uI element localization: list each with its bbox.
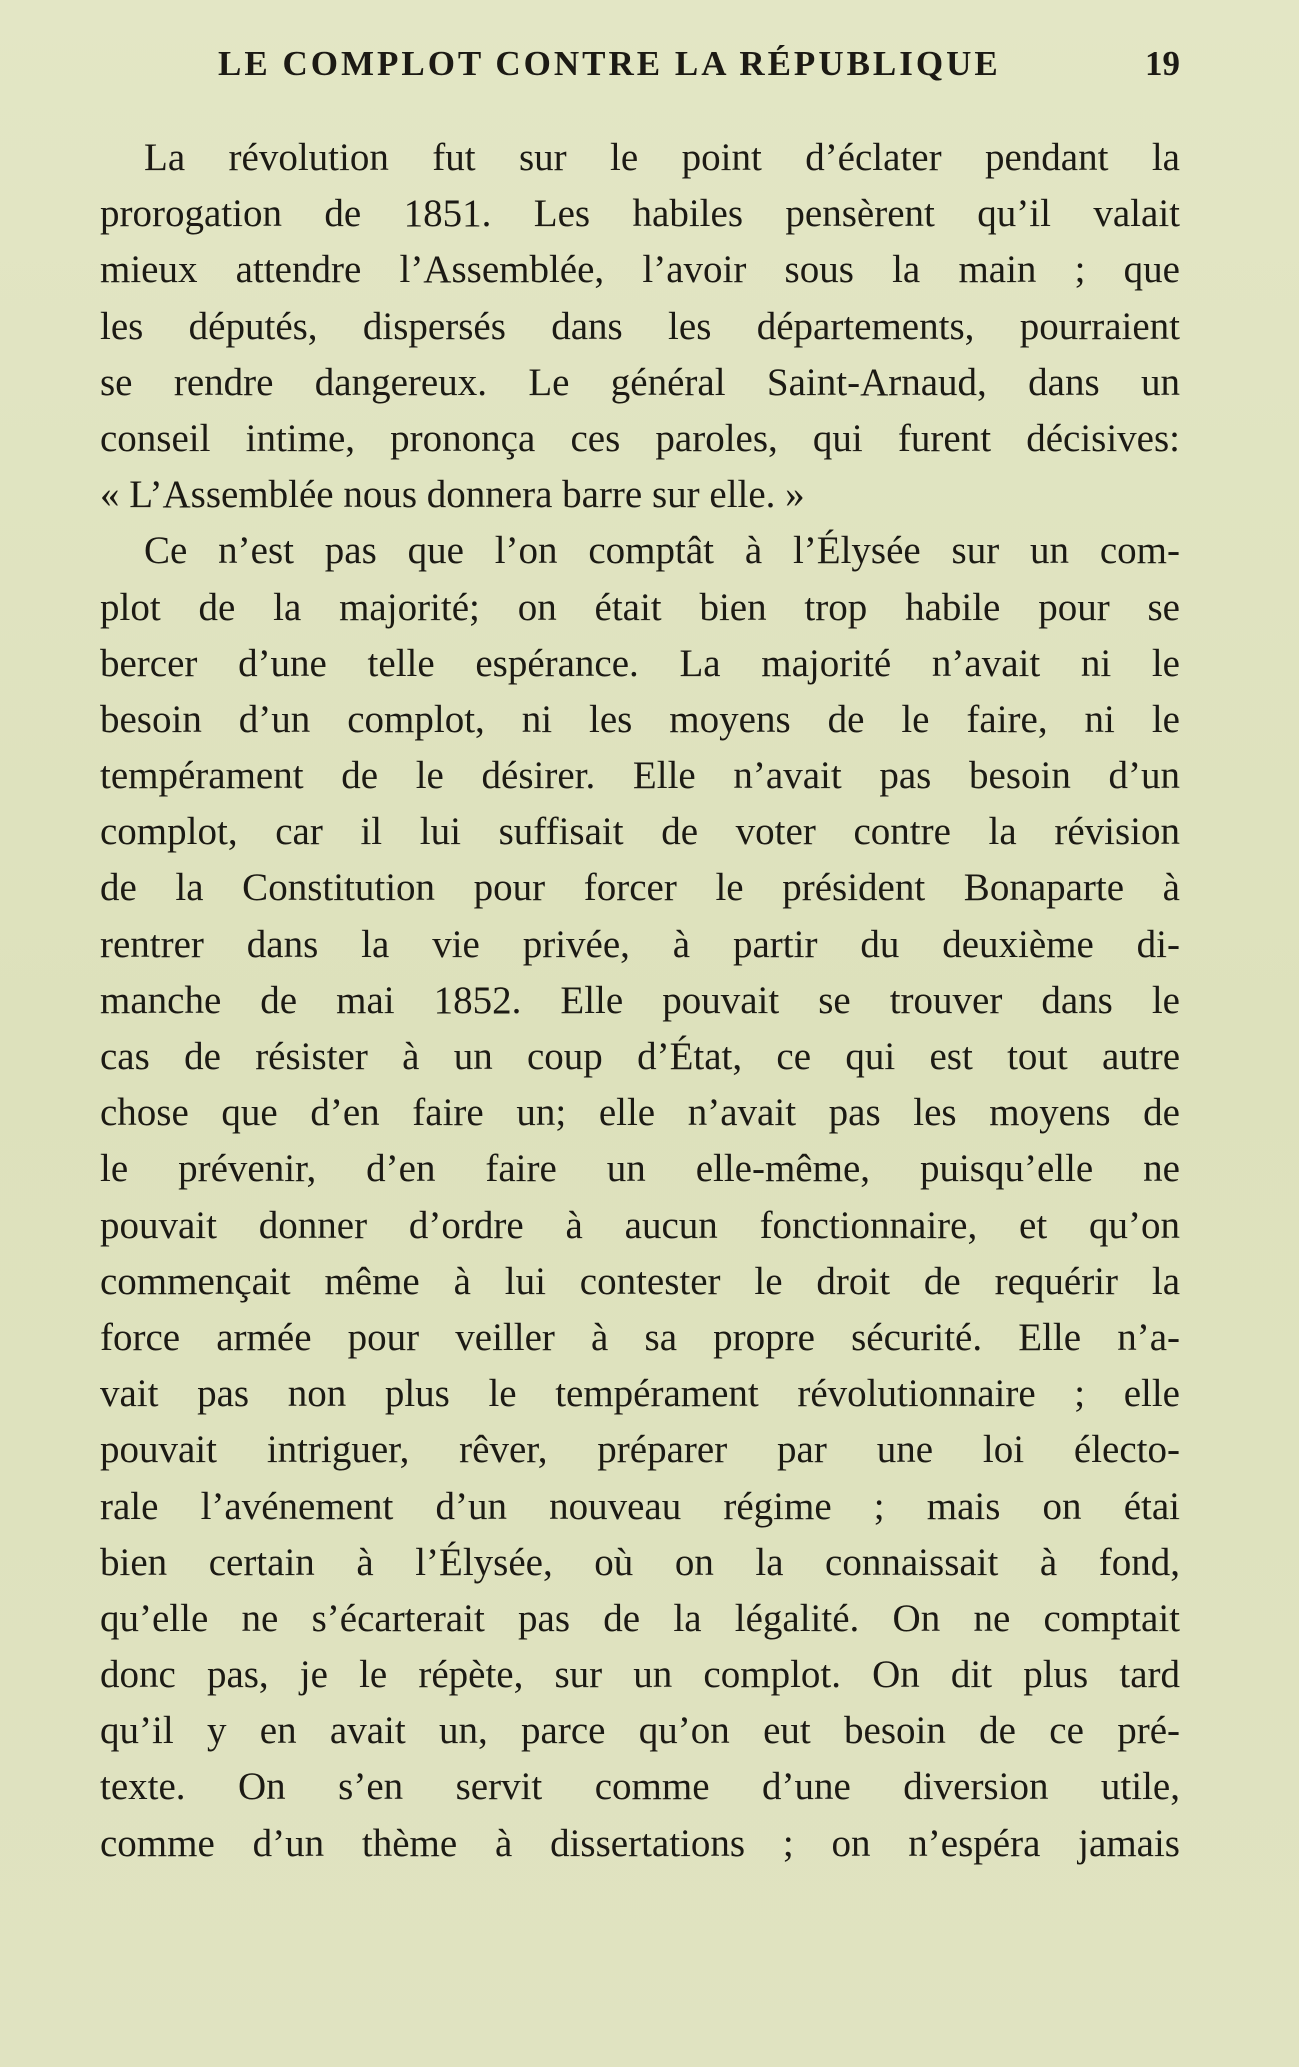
text-line: Ce n’est pas que l’on comptât à l’Élysée sur un com- [144, 529, 1180, 573]
text-line: rale l’avénement d’un nouveau régime ; mais on étai [100, 1484, 1180, 1528]
text-line: rentrer dans la vie privée, à partir du deuxième di- [100, 922, 1180, 966]
text-line: besoin d’un complot, ni les moyens de le faire, ni le [100, 697, 1180, 741]
text-line: pouvait donner d’ordre à aucun fonctionnaire, et qu’on [100, 1203, 1180, 1247]
text-line: bercer d’une telle espérance. La majorité n’avait ni le [100, 641, 1180, 685]
text-line: cas de résister à un coup d’État, ce qui est tout autre [100, 1035, 1180, 1078]
text-line: manche de mai 1852. Elle pouvait se trouver dans le [100, 978, 1180, 1022]
text-line: donc pas, je le répète, sur un complot. On dit plus tard [100, 1653, 1180, 1697]
running-title: LE COMPLOT CONTRE LA RÉPUBLIQUE [218, 44, 1001, 83]
text-line: le prévenir, d’en faire un elle-même, puisqu’elle ne [100, 1147, 1180, 1191]
text-line: La révolution fut sur le point d’éclater pendant la [144, 136, 1180, 179]
text-line: « L’Assemblée nous donnera barre sur elle. » [100, 473, 805, 517]
text-line: pouvait intriguer, rêver, préparer par une loi électo- [100, 1428, 1180, 1472]
text-line: de la Constitution pour forcer le président Bonaparte à [100, 866, 1180, 910]
text-line: vait pas non plus le tempérament révolutionnaire ; elle [100, 1372, 1180, 1416]
text-line: prorogation de 1851. Les habiles pensèrent qu’il valait [100, 192, 1180, 236]
text-line: plot de la majorité; on était bien trop habile pour se [100, 585, 1180, 629]
body-text [100, 130, 1180, 1872]
page-number: 19 [1145, 44, 1180, 83]
text-line: les députés, dispersés dans les départements, pourraient [100, 304, 1180, 348]
text-line: bien certain à l’Élysée, où on la connaissait à fond, [100, 1540, 1180, 1584]
text-line: force armée pour veiller à sa propre sécurité. Elle n’a- [100, 1315, 1180, 1359]
text-line: comme d’un thème à dissertations ; on n’espéra jamais [100, 1821, 1180, 1865]
page-header [100, 44, 1180, 94]
text-line: commençait même à lui contester le droit de requérir la [100, 1259, 1180, 1303]
text-line: chose que d’en faire un; elle n’avait pas les moyens de [100, 1091, 1180, 1135]
text-line: mieux attendre l’Assemblée, l’avoir sous la main ; que [100, 248, 1180, 292]
text-line: conseil intime, prononça ces paroles, qui furent décisives: [100, 416, 1180, 460]
text-line: qu’il y en avait un, parce qu’on eut besoin de ce pré- [100, 1709, 1180, 1753]
text-line: texte. On s’en servit comme d’une diversion utile, [100, 1765, 1180, 1809]
text-line: tempérament de le désirer. Elle n’avait pas besoin d’un [100, 754, 1180, 798]
text-line: se rendre dangereux. Le général Saint-Arnaud, dans un [100, 360, 1180, 404]
text-line: complot, car il lui suffisait de voter contre la révision [100, 810, 1180, 854]
text-line: qu’elle ne s’écarterait pas de la légalité. On ne comptait [100, 1596, 1180, 1640]
